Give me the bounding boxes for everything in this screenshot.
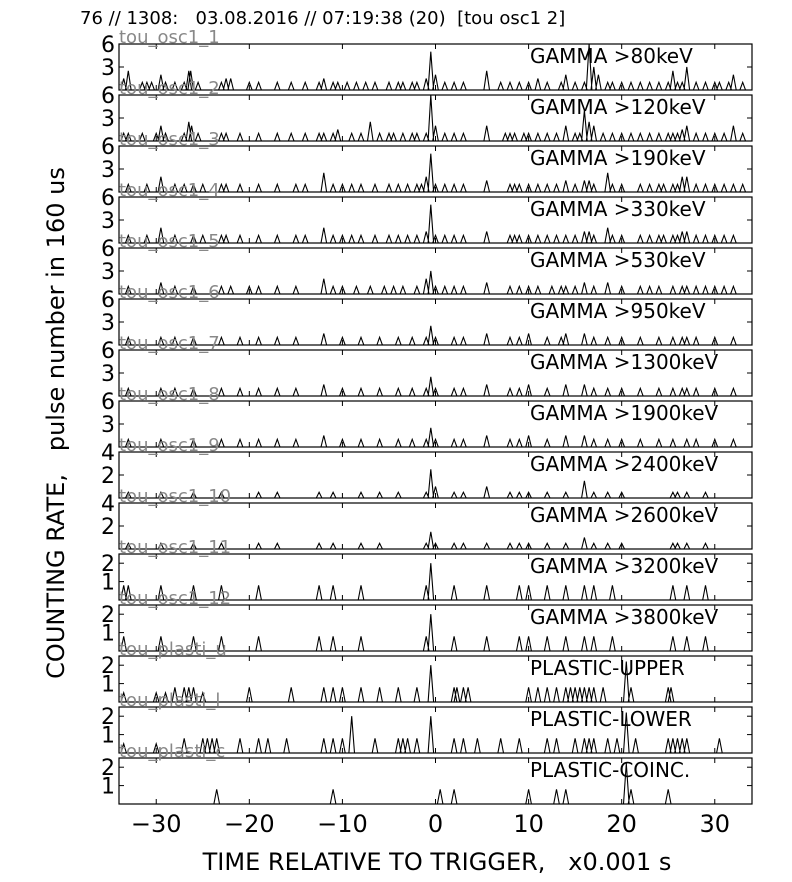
panel-title: GAMMA >190keV bbox=[530, 146, 706, 170]
panel-title: PLASTIC-COINC. bbox=[530, 758, 691, 782]
panel-id-label: tou_osc1_3 bbox=[119, 129, 220, 150]
y-tick-label: 6 bbox=[101, 84, 115, 109]
panel-title: GAMMA >1300keV bbox=[530, 350, 719, 374]
panel-id-label: tou_osc1_6 bbox=[119, 282, 220, 303]
panel-title: PLASTIC-LOWER bbox=[530, 707, 692, 731]
panel-title: GAMMA >330keV bbox=[530, 197, 706, 221]
y-tick-label: 3 bbox=[101, 311, 115, 336]
y-tick-label: 6 bbox=[101, 186, 115, 211]
panel-id-label: tou_osc1_4 bbox=[119, 180, 220, 201]
y-tick-label: 2 bbox=[101, 552, 115, 578]
y-tick-label: 6 bbox=[101, 135, 115, 160]
panel-id-label: tou_osc1_2 bbox=[119, 78, 220, 99]
y-tick-label: 1 bbox=[101, 723, 115, 749]
panel-tou_plasti_c bbox=[101, 741, 752, 804]
panel-title: GAMMA >2400keV bbox=[530, 452, 719, 476]
panel-id-label: tou_osc1_10 bbox=[119, 486, 232, 507]
y-tick-label: 4 bbox=[101, 441, 115, 466]
y-tick-label: 1 bbox=[101, 672, 115, 698]
x-tick-label: −10 bbox=[317, 810, 368, 838]
x-tick-label: −20 bbox=[223, 810, 275, 838]
panel-id-label: tou_osc1_8 bbox=[119, 384, 220, 405]
y-tick-label: 3 bbox=[101, 158, 115, 183]
y-tick-label: 6 bbox=[101, 33, 115, 58]
x-tick-label: 20 bbox=[606, 810, 637, 838]
panel-id-label: tou_plasti_l bbox=[119, 690, 221, 711]
header-title: 76 // 1308: 03.08.2016 // 07:19:38 (20) [tou osc1 2] bbox=[80, 8, 566, 29]
y-tick-label: 2 bbox=[101, 654, 115, 680]
panel-title: GAMMA >80keV bbox=[530, 44, 693, 68]
y-tick-label: 2 bbox=[101, 464, 115, 489]
panel-title: GAMMA >950keV bbox=[530, 299, 706, 323]
y-tick-label: 3 bbox=[101, 209, 115, 234]
panel-id-label: tou_osc1_7 bbox=[119, 333, 220, 354]
y-tick-label: 6 bbox=[101, 237, 115, 262]
y-tick-label: 6 bbox=[101, 288, 115, 313]
y-tick-label: 2 bbox=[101, 603, 115, 629]
y-tick-label: 1 bbox=[101, 774, 115, 800]
panel-id-label: tou_osc1_1 bbox=[119, 27, 220, 48]
x-tick-label: 0 bbox=[427, 810, 444, 838]
panel-id-label: tou_osc1_12 bbox=[119, 588, 232, 609]
panel-id-label: tou_osc1_9 bbox=[119, 435, 220, 456]
x-tick-label: 30 bbox=[699, 810, 731, 838]
panel-title: GAMMA >3200keV bbox=[530, 554, 719, 578]
y-tick-label: 6 bbox=[101, 390, 115, 415]
y-tick-label: 1 bbox=[101, 621, 115, 647]
y-tick-label: 3 bbox=[101, 362, 115, 387]
y-tick-label: 6 bbox=[101, 339, 115, 364]
panel-title: GAMMA >1900keV bbox=[530, 401, 719, 425]
panel-title: GAMMA >3800keV bbox=[530, 605, 719, 629]
y-tick-label: 3 bbox=[101, 56, 115, 81]
y-tick-label: 2 bbox=[101, 515, 115, 540]
y-tick-label: 2 bbox=[101, 756, 115, 782]
panel-id-label: tou_plasti_u bbox=[119, 639, 227, 660]
panel-title: GAMMA >120keV bbox=[530, 95, 706, 119]
panel-id-label: tou_osc1_11 bbox=[119, 537, 232, 558]
y-tick-label: 3 bbox=[101, 260, 115, 285]
y-tick-label: 3 bbox=[101, 107, 115, 132]
panel-title: GAMMA >530keV bbox=[530, 248, 706, 272]
x-tick-label: 10 bbox=[513, 810, 544, 838]
x-tick-label: −30 bbox=[130, 810, 182, 838]
panel-title: PLASTIC-UPPER bbox=[530, 656, 685, 680]
panel-id-label: tou_plasti_c bbox=[119, 741, 226, 762]
y-tick-label: 4 bbox=[101, 492, 115, 517]
y-tick-label: 1 bbox=[101, 570, 115, 596]
panel-id-label: tou_osc1_5 bbox=[119, 231, 220, 252]
panel-title: GAMMA >2600keV bbox=[530, 503, 719, 527]
y-tick-label: 2 bbox=[101, 705, 115, 731]
y-axis-label: COUNTING RATE, pulse number in 160 us bbox=[42, 167, 70, 679]
x-axis-label: TIME RELATIVE TO TRIGGER, x0.001 s bbox=[202, 848, 672, 876]
y-tick-label: 3 bbox=[101, 413, 115, 438]
